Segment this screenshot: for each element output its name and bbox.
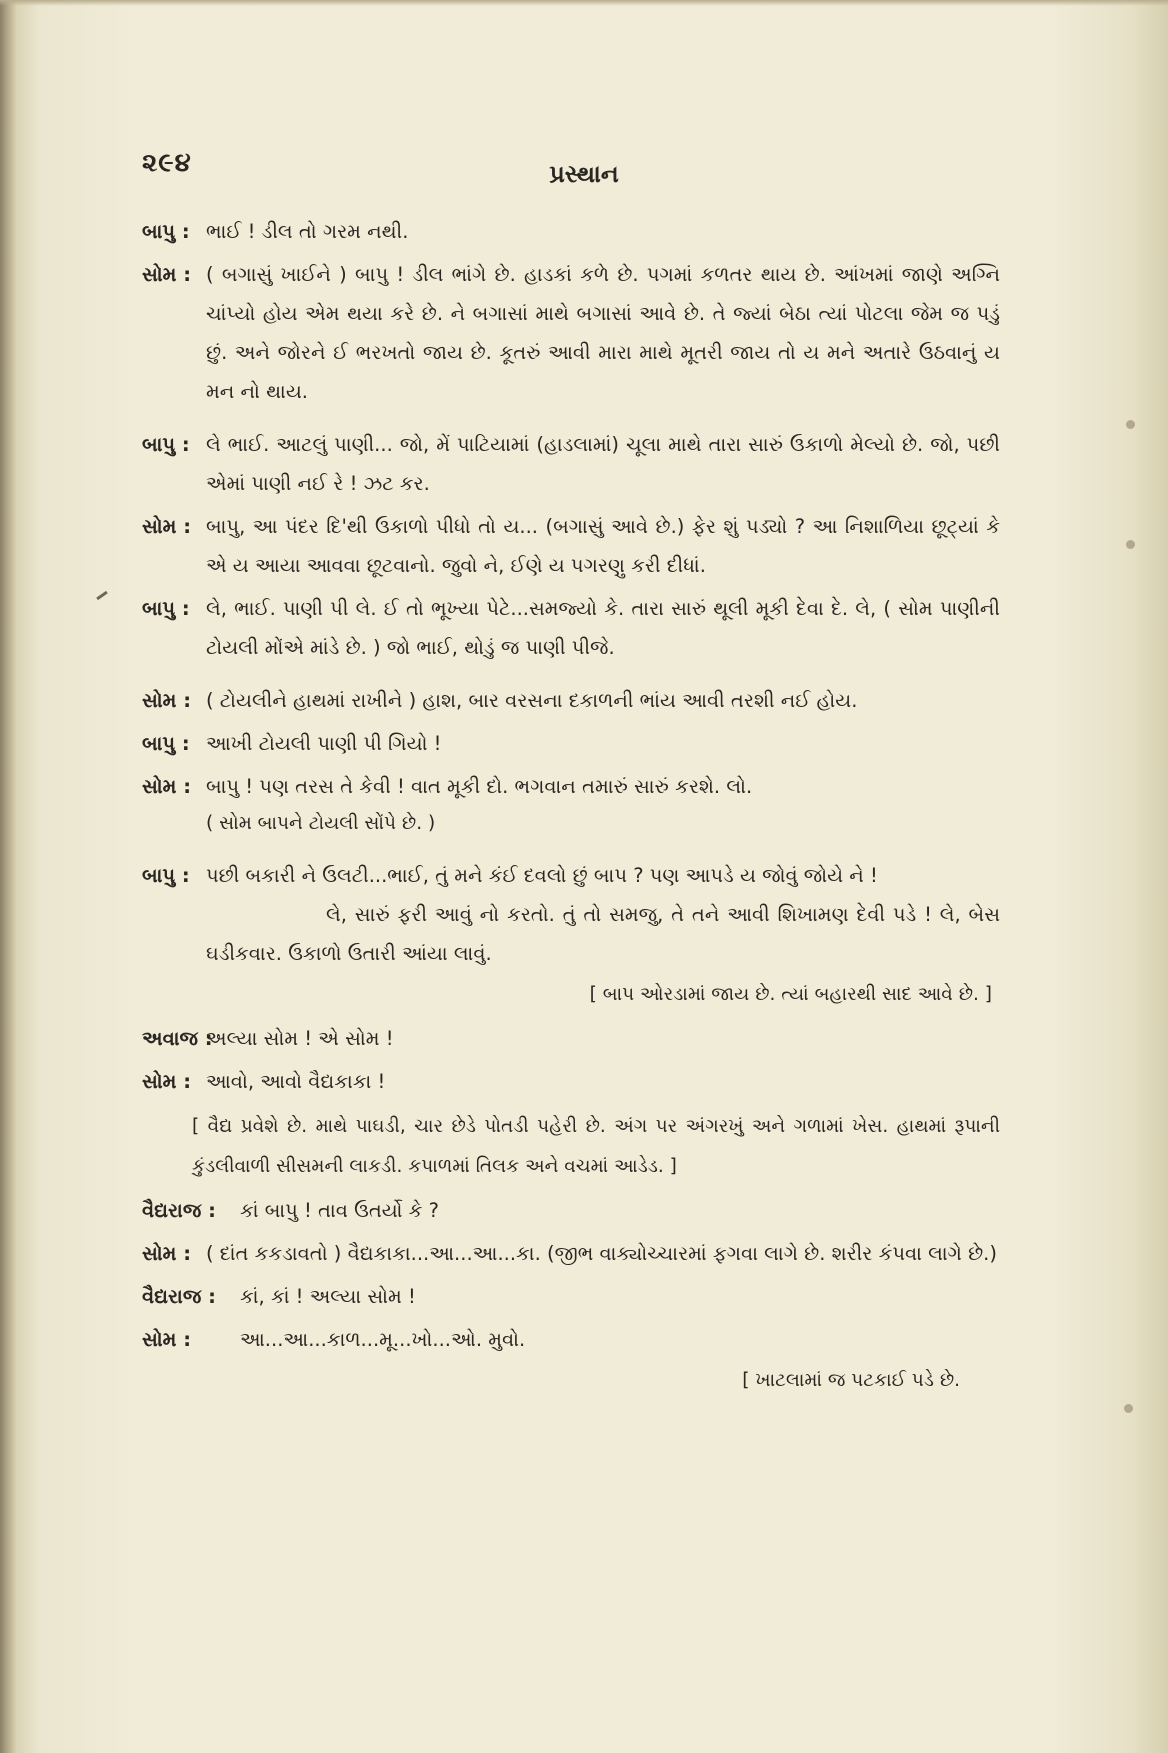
dialogue-line bbox=[142, 1191, 1000, 1230]
dialogue-line bbox=[142, 1320, 1000, 1359]
speaker-name: બાપુ : bbox=[142, 724, 190, 763]
speaker-name: અવાજ : bbox=[142, 1019, 213, 1058]
line-text: કાં બાપુ ! તાવ ઉતર્યો કે ? bbox=[240, 1199, 439, 1222]
line-text: ( ટોયલીને હાથમાં રાખીને ) હાશ, બાર વરસના દકાળની ભાંય આવી તરશી નઈ હોય. bbox=[206, 689, 858, 712]
paper-spot bbox=[1126, 540, 1135, 549]
line-text: કાં, કાં ! અલ્યા સોમ ! bbox=[240, 1285, 416, 1308]
dialogue-line bbox=[142, 1277, 1000, 1316]
paper-spot bbox=[1126, 420, 1135, 429]
speaker-name: બાપુ : bbox=[142, 589, 190, 628]
line-text: ભાઈ ! ડીલ તો ગરમ નથી. bbox=[206, 220, 409, 243]
dialogue-line bbox=[142, 507, 1000, 585]
speaker-name: સોમ : bbox=[142, 1062, 191, 1101]
stage-direction: [ બાપ ઓરડામાં જાય છે. ત્યાં બહારથી સાદ આવે છે. ] bbox=[589, 984, 992, 1005]
stage-direction: ( સોમ બાપને ટોયલી સોંપે છે. ) bbox=[206, 813, 436, 834]
speaker-name: સોમ : bbox=[142, 1320, 191, 1359]
line-text: પછી બકારી ને ઉલટી...ભાઈ, તું મને કંઈ દવલો છું બાપ ? પણ આપડે ય જોવું જોયે ને ! bbox=[206, 864, 878, 887]
closing-stage-direction: [ ખાટલામાં જ પટકાઈ પડે છે. bbox=[742, 1370, 960, 1391]
line-text: ( દાંત કકડાવતો ) વૈદ્યકાકા...આ...આ...કા. (જીભ વાક્યોચ્ચારમાં ફગવા લાગે છે. શરીર કંપવા લાગે છે.) bbox=[206, 1242, 997, 1265]
dialogue-line bbox=[142, 1234, 1000, 1273]
dialogue-line bbox=[142, 1062, 1000, 1101]
speaker-name: બાપુ : bbox=[142, 856, 190, 895]
binding-edge bbox=[0, 0, 16, 1753]
page-number: ૨૯૪ bbox=[142, 148, 192, 178]
play-text bbox=[142, 212, 1000, 1405]
line-paragraph: લે, સારું ફરી આવું નો કરતો. તું તો સમજુ, તે તને આવી શિખામણ દેવી પડે ! લે, બેસ ઘડીકવાર. ઉકાળો ઉતારી આંયા લાવું. bbox=[206, 903, 1000, 965]
paper-spot bbox=[1124, 1404, 1133, 1413]
stage-direction-vaidya: [ વૈદ્ય પ્રવેશે છે. માથે પાઘડી, ચાર છેડે પોતડી પહેરી છે. અંગ પર અંગરખું અને ગળામાં ખેસ. હાથમાં રૂપાની કુંડલીવાળી સીસમની લાકડી. કપાળમાં તિલક અને વચમાં આડેડ. ] bbox=[192, 1116, 1000, 1177]
dialogue-line bbox=[142, 767, 1000, 842]
dialogue-line bbox=[142, 724, 1000, 763]
page-top-edge bbox=[0, 0, 1168, 6]
speaker-name: બાપુ : bbox=[142, 425, 190, 464]
line-text: ( બગાસું ખાઈને ) બાપુ ! ડીલ ભાંગે છે. હાડકાં કળે છે. પગમાં કળતર થાય છે. આંખમાં જાણે અગ્નિ ચાંપ્યો હોય એમ થયા કરે છે. ને બગાસાં માથે બગાસાં આવે છે. તે જ્યાં બેઠા ત્યાં પોટલા જેમ જ પડું છું. અને જોરને ઈ ભરખતો જાય છે. કૂતરું આવી મારા માથે મૂતરી જાય તો ય મને અતારે ઉઠવાનું ય મન નો થાય. bbox=[206, 263, 1000, 403]
speaker-name: સોમ : bbox=[142, 767, 191, 806]
pencil-mark bbox=[96, 591, 108, 600]
running-title: પ્રસ્થાન bbox=[549, 160, 619, 188]
line-text: લે, ભાઈ. પાણી પી લે. ઈ તો ભૂખ્યા પેટે...સમજ્યો કે. તારા સારું થૂલી મૂકી દેવા દે. લે, ( સોમ પાણીની ટોયલી મોંએ માંડે છે. ) જો ભાઈ, થોડું જ પાણી પીજે. bbox=[206, 597, 1000, 659]
line-text: આ...આ...કાળ...મૂ...ખો...ઓ. મુવો. bbox=[240, 1328, 526, 1351]
dialogue-line bbox=[142, 856, 1000, 973]
line-text: લે ભાઈ. આટલું પાણી... જો, મેં પાટિયામાં (હાડલામાં) ચૂલા માથે તારા સારું ઉકાળો મેલ્યો છે. જો, પછી એમાં પાણી નઈ રે ! ઝટ કર. bbox=[206, 433, 1000, 495]
dialogue-line bbox=[142, 1019, 1000, 1058]
dialogue-line bbox=[142, 589, 1000, 667]
speaker-name: સોમ : bbox=[142, 507, 191, 546]
speaker-name: વૈદ્યરાજ : bbox=[142, 1191, 216, 1230]
line-text: આવો, આવો વૈદ્યકાકા ! bbox=[206, 1070, 386, 1093]
speaker-name: સોમ : bbox=[142, 1234, 191, 1273]
speaker-name: સોમ : bbox=[142, 681, 191, 720]
line-text: અલ્યા સોમ ! એ સોમ ! bbox=[206, 1027, 394, 1050]
speaker-name: સોમ : bbox=[142, 255, 191, 294]
dialogue-line bbox=[142, 212, 1000, 251]
dialogue-line bbox=[142, 255, 1000, 411]
line-text: બાપુ, આ પંદર દિ'થી ઉકાળો પીધો તો ય... (બગાસું આવે છે.) ફેર શું પડ્યો ? આ નિશાળિયા છૂટ્યાં કે એ ય આયા આવવા છૂટવાનો. જુવો ને, ઈણે ય પગરણુ કરી દીધાં. bbox=[206, 515, 1000, 577]
line-text: આખી ટોયલી પાણી પી ગિયો ! bbox=[206, 732, 442, 755]
dialogue-line bbox=[142, 681, 1000, 720]
speaker-name: બાપુ : bbox=[142, 212, 190, 251]
line-text: બાપુ ! પણ તરસ તે કેવી ! વાત મૂકી દો. ભગવાન તમારું સારું કરશે. લો. bbox=[206, 775, 753, 798]
dialogue-line bbox=[142, 425, 1000, 503]
speaker-name: વૈદ્યરાજ : bbox=[142, 1277, 216, 1316]
